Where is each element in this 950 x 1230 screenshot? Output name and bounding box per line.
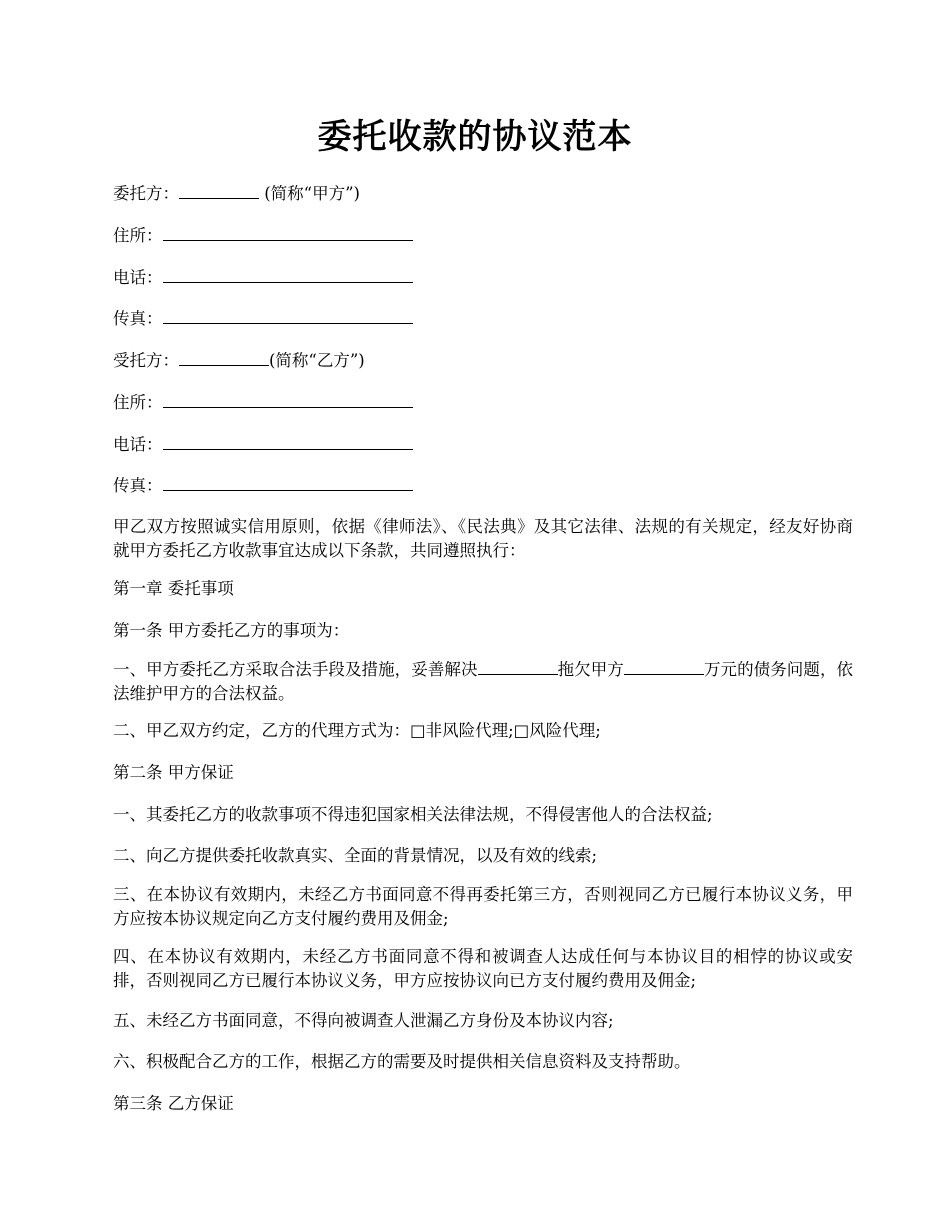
client-fax-blank <box>163 306 413 324</box>
client-address-blank <box>163 223 413 241</box>
amount-blank <box>624 657 704 675</box>
agent-fax-label: 传真： <box>113 476 163 495</box>
client-name-blank <box>179 181 259 199</box>
agent-phone-label: 电话： <box>113 435 163 454</box>
article-1-item-1 <box>113 657 853 706</box>
agent-line <box>113 348 853 373</box>
debtor-blank <box>478 657 558 675</box>
agent-address-line <box>113 390 853 415</box>
article-3-heading: 第三条 乙方保证 <box>113 1094 234 1113</box>
client-address-line <box>113 223 853 248</box>
agent-address-blank <box>163 390 413 408</box>
agent-phone-line <box>113 432 853 457</box>
document-title: 委托收款的协议范本 <box>317 117 633 157</box>
client-address-label: 住所： <box>113 226 163 245</box>
article-2-item-3: 三、在本协议有效期内，未经乙方书面同意不得再委托第三方，否则视同乙方已履行本协议义务，甲方应按本协议规定向乙方支付履约费用及佣金; <box>113 885 853 928</box>
item1-text-2: 拖欠甲方 <box>557 660 624 679</box>
client-suffix: (简称“甲方”) <box>259 184 360 203</box>
client-fax-label: 传真： <box>113 309 163 328</box>
client-fax-line <box>113 306 853 331</box>
agent-name-blank <box>179 348 269 366</box>
agent-fax-line <box>113 473 853 498</box>
agent-label: 受托方： <box>113 351 179 370</box>
client-phone-blank <box>163 265 413 283</box>
article-2-item-2: 二、向乙方提供委托收款真实、全面的背景情况，以及有效的线索; <box>113 846 598 865</box>
client-phone-line <box>113 265 853 290</box>
agent-fax-blank <box>163 473 413 491</box>
preamble: 甲乙双方按照诚实信用原则，依据《律师法》、《民法典》及其它法律、法规的有关规定，经友好协商就甲方委托乙方收款事宜达成以下条款，共同遵照执行： <box>113 517 853 560</box>
article-2-item-4: 四、在本协议有效期内，未经乙方书面同意不得和被调查人达成任何与本协议目的相悖的协议或安排，否则视同乙方已履行本协议义务，甲方应按协议向已方支付履约费用及佣金; <box>113 947 853 990</box>
article-1-heading: 第一条 甲方委托乙方的事项为： <box>113 621 350 640</box>
client-line <box>113 181 853 206</box>
article-2-item-6: 六、积极配合乙方的工作，根据乙方的需要及时提供相关信息资料及支持帮助。 <box>113 1052 691 1071</box>
chapter-1-heading: 第一章 委托事项 <box>113 579 234 598</box>
agent-address-label: 住所： <box>113 393 163 412</box>
item1-text-3: 万元的债务问题，依法维护甲方的合法权益。 <box>113 660 854 703</box>
article-1-item-2: 二、甲乙双方约定，乙方的代理方式为：□非风险代理;□风险代理; <box>113 721 601 740</box>
item1-text-1: 一、甲方委托乙方采取合法手段及措施，妥善解决 <box>113 660 478 679</box>
agent-suffix: (简称“乙方”) <box>269 351 365 370</box>
client-phone-label: 电话： <box>113 268 163 287</box>
article-2-item-5: 五、未经乙方书面同意，不得向被调查人泄漏乙方身份及本协议内容; <box>113 1011 614 1030</box>
article-2-heading: 第二条 甲方保证 <box>113 763 234 782</box>
article-2-item-1: 一、其委托乙方的收款事项不得违犯国家相关法律法规，不得侵害他人的合法权益; <box>113 805 713 824</box>
client-label: 委托方： <box>113 184 179 203</box>
agent-phone-blank <box>163 432 413 450</box>
